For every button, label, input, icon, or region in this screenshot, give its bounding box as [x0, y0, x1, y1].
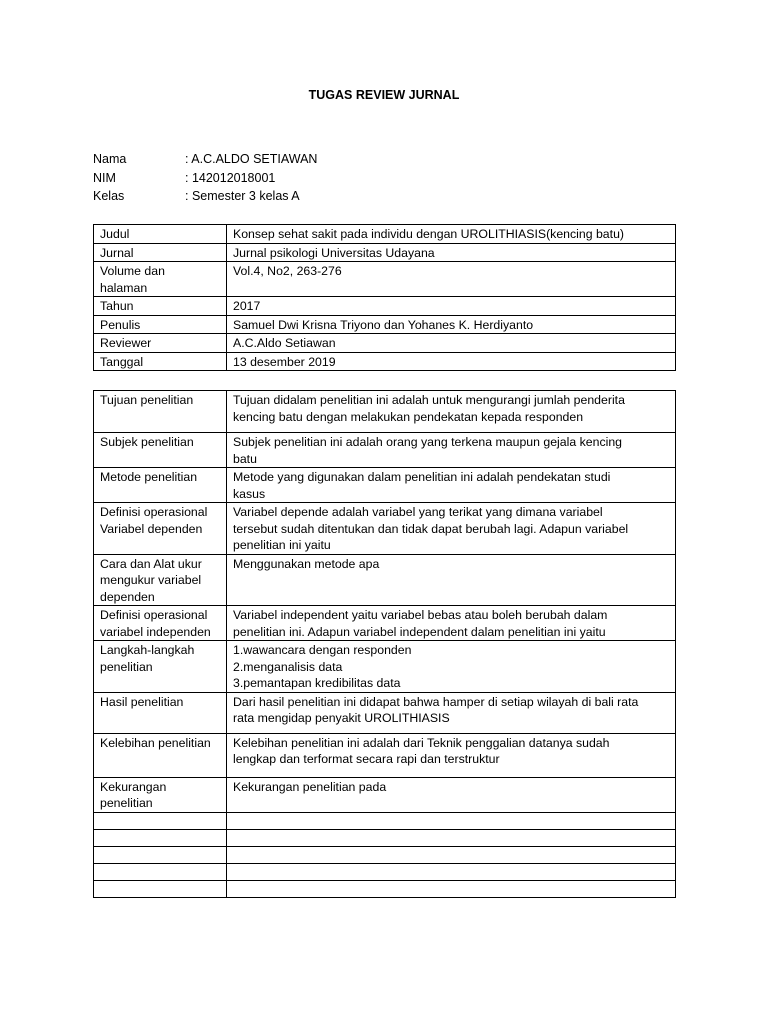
value-line: lengkap dan terformat secara rapi dan terstruktur: [233, 752, 500, 766]
value-line: tersebut sudah ditentukan dan tidak dapat berubah lagi. Adapun variabel: [233, 521, 629, 536]
empty-cell: [227, 846, 676, 863]
label-line: Definisi operasional: [100, 505, 208, 519]
empty-cell: [227, 880, 676, 897]
label-line: Variabel dependen: [100, 521, 203, 536]
label-line: dependen: [100, 589, 155, 604]
meta-label-jurnal: Jurnal: [94, 243, 227, 262]
review-label-metode: Metode penelitian: [94, 468, 227, 503]
meta-label-penulis: Penulis: [94, 315, 227, 334]
review-value-kelebihan: [227, 733, 676, 777]
label-line: penelitian: [100, 796, 153, 810]
value-line: 2.menganalisis data: [233, 659, 343, 674]
meta-label-tanggal: Tanggal: [94, 352, 227, 371]
value-line: 3.pemantapan kredibilitas data: [233, 676, 401, 690]
review-label-tujuan: Tujuan penelitian: [94, 391, 227, 433]
empty-cell: [94, 829, 227, 846]
label-line: halaman: [100, 280, 148, 295]
document-title: TUGAS REVIEW JURNAL: [308, 88, 460, 102]
table-row: [94, 468, 676, 503]
meta-value-jurnal: Jurnal psikologi Universitas Udayana: [227, 243, 676, 262]
table-row: [94, 641, 676, 693]
table-row: [94, 777, 676, 812]
identity-row-kelas: [93, 187, 317, 206]
review-label-cara-alat: [94, 554, 227, 606]
value-line: penelitian ini. Adapun variabel independent dalam penelitian ini yaitu: [233, 624, 606, 639]
table-row: [94, 433, 676, 468]
meta-label-judul: Judul: [94, 225, 227, 244]
label-line: Volume dan: [100, 264, 165, 278]
journal-metadata-table: [93, 224, 676, 371]
review-label-hasil: Hasil penelitian: [94, 692, 227, 733]
identity-value: : Semester 3 kelas A: [185, 189, 300, 203]
meta-value-volume: Vol.4, No2, 263-276: [227, 262, 676, 297]
empty-cell: [227, 812, 676, 829]
review-value-cara-alat: [227, 554, 676, 606]
label-line: variabel independen: [100, 624, 211, 639]
label-line: penelitian: [100, 659, 153, 674]
empty-cell: [227, 829, 676, 846]
value-line: Dari hasil penelitian ini didapat bahwa hamper di setiap wilayah di bali rata: [233, 694, 639, 709]
review-label-subjek: Subjek penelitian: [94, 433, 227, 468]
identity-label: Nama: [93, 152, 127, 166]
review-label-definisi-dependen: [94, 503, 227, 555]
review-table: [93, 390, 676, 898]
meta-value-tanggal: 13 desember 2019: [227, 352, 676, 371]
review-label-kelebihan: Kelebihan penelitian: [94, 733, 227, 777]
value-line: kencing batu dengan melakukan pendekatan kepada responden: [233, 409, 584, 424]
meta-value-reviewer: A.C.Aldo Setiawan: [227, 334, 676, 353]
review-value-hasil: [227, 692, 676, 733]
identity-label: NIM: [93, 170, 116, 185]
table-row: [94, 554, 676, 606]
review-value-metode: [227, 468, 676, 503]
label-line: Langkah-langkah: [100, 643, 195, 657]
identity-row-nim: [93, 169, 317, 188]
value-line: Kelebihan penelitian ini adalah dari Teknik penggalian datanya sudah: [233, 735, 610, 750]
table-row: [94, 692, 676, 733]
table-row: [94, 262, 676, 297]
empty-cell: [227, 863, 676, 880]
table-row: [94, 606, 676, 641]
review-value-kekurangan: [227, 777, 676, 812]
review-value-definisi-independen: [227, 606, 676, 641]
table-row: [94, 315, 676, 334]
table-row: [94, 297, 676, 316]
value-line: Menggunakan metode apa: [233, 556, 380, 571]
value-line: Subjek penelitian ini adalah orang yang terkena maupun gejala kencing: [233, 435, 622, 449]
empty-row: [94, 863, 676, 880]
value-line: Variabel depende adalah variabel yang terikat yang dimana variabel: [233, 505, 603, 519]
value-line: penelitian ini yaitu: [233, 538, 331, 552]
meta-label-volume: [94, 262, 227, 297]
review-value-tujuan: [227, 391, 676, 433]
identity-row-nama: [93, 150, 317, 169]
meta-label-reviewer: Reviewer: [94, 334, 227, 353]
identity-value: : 142012018001: [185, 170, 276, 185]
label-line: mengukur variabel: [100, 573, 202, 587]
review-value-subjek: [227, 433, 676, 468]
label-line: Cara dan Alat ukur: [100, 556, 202, 571]
meta-label-tahun: Tahun: [94, 297, 227, 316]
empty-row: [94, 812, 676, 829]
empty-cell: [94, 846, 227, 863]
meta-value-penulis: Samuel Dwi Krisna Triyono dan Yohanes K. Herdiyanto: [227, 315, 676, 334]
value-line: Tujuan didalam penelitian ini adalah untuk mengurangi jumlah penderita: [233, 393, 625, 407]
label-line: Definisi operasional: [100, 608, 208, 622]
identity-block: [93, 150, 317, 206]
identity-label: Kelas: [93, 189, 125, 203]
value-line: Metode yang digunakan dalam penelitian ini adalah pendekatan studi: [233, 470, 611, 484]
table-row: [94, 334, 676, 353]
empty-row: [94, 880, 676, 897]
value-line: rata mengidap penyakit UROLITHIASIS: [233, 711, 450, 725]
empty-cell: [94, 863, 227, 880]
value-line: 1.wawancara dengan responden: [233, 643, 412, 657]
meta-value-tahun: 2017: [227, 297, 676, 316]
value-line: Kekurangan penelitian pada: [233, 779, 387, 794]
empty-cell: [94, 880, 227, 897]
review-label-kekurangan: [94, 777, 227, 812]
table-row: [94, 225, 676, 244]
value-line: batu: [233, 451, 257, 466]
review-value-langkah: [227, 641, 676, 693]
value-line: kasus: [233, 486, 266, 501]
review-label-definisi-independen: [94, 606, 227, 641]
table-row: [94, 391, 676, 433]
table-row: [94, 352, 676, 371]
review-value-definisi-dependen: [227, 503, 676, 555]
empty-row: [94, 846, 676, 863]
table-row: [94, 243, 676, 262]
value-line: Variabel independent yaitu variabel bebas atau boleh berubah dalam: [233, 608, 608, 622]
review-label-langkah: [94, 641, 227, 693]
identity-value: : A.C.ALDO SETIAWAN: [185, 152, 318, 166]
empty-row: [94, 829, 676, 846]
table-row: [94, 503, 676, 555]
label-line: Kekurangan: [100, 779, 167, 794]
empty-cell: [94, 812, 227, 829]
table-row: [94, 733, 676, 777]
meta-value-judul: Konsep sehat sakit pada individu dengan UROLITHIASIS(kencing batu): [227, 225, 676, 244]
